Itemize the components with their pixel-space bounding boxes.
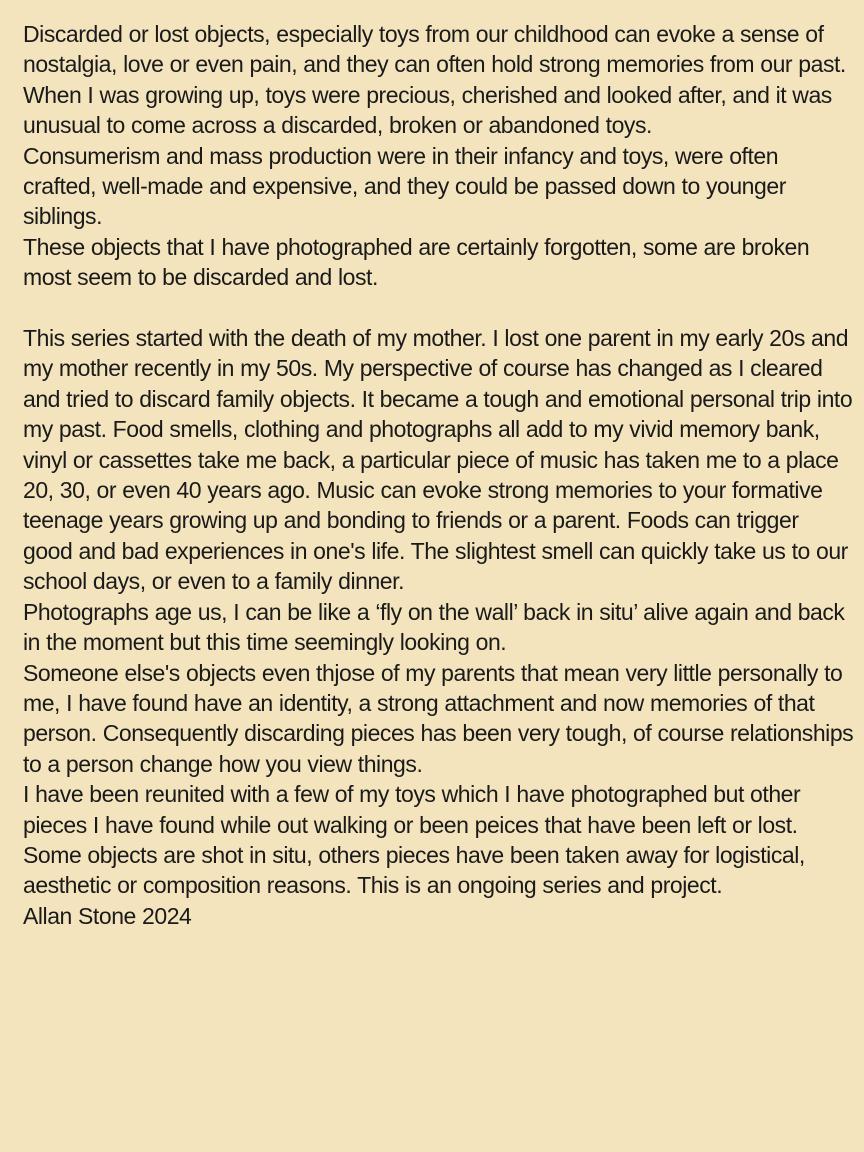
paragraph-4: These objects that I have photographed are certainly forgotten, some are broken most seem to be discarded and lost. (23, 233, 810, 291)
paragraph-6: Photographs age us, I can be like a ‘fly on the wall’ back in situ’ alive again and back in the moment but this time seemingly looking on. (23, 598, 845, 656)
artist-statement (23, 19, 854, 931)
paragraph-8: I have been reunited with a few of my toys which I have photographed but other pieces I have found while out walking or been peices that have been left or lost. Some objects are shot in situ, others pieces have been taken away for logistical, aesthetic or composition reasons. This is an ongoing series and project. (23, 781, 805, 899)
paragraph-gap (23, 293, 854, 323)
paragraph-1: Discarded or lost objects, especially toys from our childhood can evoke a sense of nostalgia, love or even pain, and they can often hold strong memories from our past. (23, 21, 846, 78)
paragraph-3: Consumerism and mass production were in their infancy and toys, were often crafted, well-made and expensive, and they could be passed down to younger siblings. (23, 142, 786, 230)
paragraph-5: This series started with the death of my mother. I lost one parent in my early 20s and my mother recently in my 50s. My perspective of course has changed as I cleared and tried to discard family objects. It became a tough and emotional personal trip into my past. Food smells, clothing and photographs all add to my vivid memory bank, vinyl or cassettes take me back, a particular piece of music has taken me to a place 20, 30, or even 40 years ago. Music can evoke strong memories to your formative teenage years growing up and bonding to friends or a parent. Foods can trigger good and bad experiences in one's life. The slightest smell can quickly take us to our school days, or even to a family dinner. (23, 325, 853, 595)
signature: Allan Stone 2024 (23, 902, 192, 929)
paragraph-7: Someone else's objects even thjose of my parents that mean very little personally to me, I have found have an identity, a strong attachment and now memories of that person. Consequently discarding pieces has been very tough, of course relationships to a person change how you view things. (23, 659, 854, 777)
paragraph-2: When I was growing up, toys were precious, cherished and looked after, and it was unusual to come across a discarded, broken or abandoned toys. (23, 81, 832, 139)
